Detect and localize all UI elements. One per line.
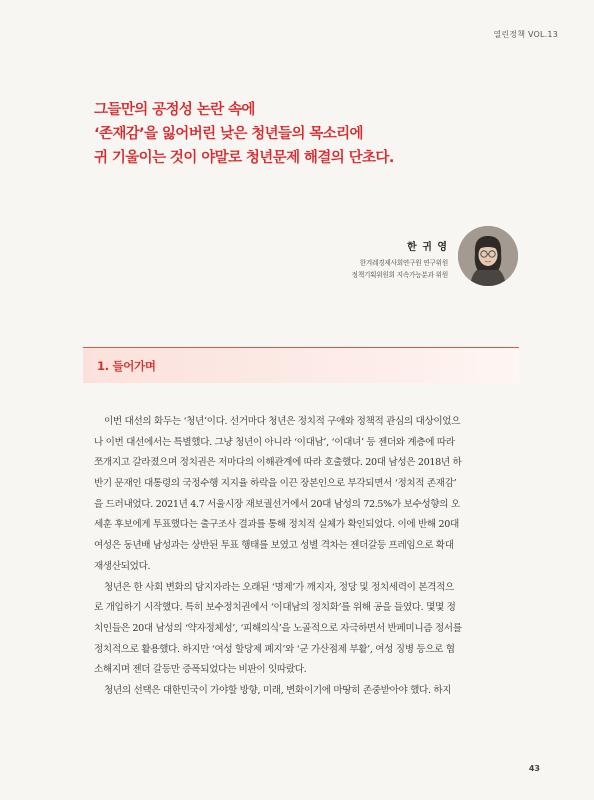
author-name: 한 귀 영 <box>407 242 448 253</box>
body-line: 치인들은 20대 남성의 ‘약자정체성’, ‘피해의식’을 노골적으로 자극하면서 반페미니즘 정서를 <box>94 622 462 634</box>
section-heading: 1. 들어가며 <box>83 347 519 383</box>
body-line: 여성은 동년배 남성과는 상반된 투표 행태를 보였고 성별 격차는 젠더갈등 프레임으로 확대 <box>94 540 454 552</box>
author-role: 한겨레경제사회연구원 연구위원 <box>359 259 448 267</box>
pull-quote-line: ‘존재감’을 잃어버린 낮은 청년들의 목소리에 <box>94 126 363 142</box>
author-photo <box>458 226 518 286</box>
author-portrait-icon <box>458 226 518 286</box>
body-line: 을 드러내었다. 2021년 4.7 서울시장 재보궐선거에서 20대 남성의 72.5%가 보수성향의 오 <box>94 498 460 510</box>
running-header: 열린정책 VOL.13 <box>493 30 558 39</box>
page-number: 43 <box>528 764 540 773</box>
body-line: 청년은 한 사회 변화의 담지자라는 오래된 ‘명제’가 깨지자, 정당 및 정치세력이 본격적으 <box>104 581 454 593</box>
author-role: 정책기획위원회 지속가능분과 위원 <box>351 271 448 279</box>
body-line: 세훈 후보에게 투표했다는 출구조사 결과를 통해 정치적 실체가 확인되었다. 이에 반해 20대 <box>94 519 459 531</box>
pull-quote <box>94 98 534 170</box>
body-line: 소해지며 젠더 갈등만 증폭되었다는 비판이 잇따랐다. <box>94 664 307 676</box>
author-block <box>268 238 448 281</box>
pull-quote-line: 그들만의 공정성 논란 속에 <box>94 102 255 118</box>
article-body <box>94 412 520 702</box>
body-line: 쪼개지고 갈라졌으며 정치권은 저마다의 이해관계에 따라 호출했다. 20대 남성은 2018년 하 <box>94 457 462 469</box>
body-line: 나 이번 대선에서는 특별했다. 그냥 청년이 아니라 ‘이대남’, ‘이대녀’ 등 젠더와 계층에 따라 <box>94 436 455 448</box>
body-line: 반기 문재인 대통령의 국정수행 지지율 하락을 이끈 장본인으로 부각되면서 ‘정치적 존재감’ <box>94 478 457 490</box>
body-line: 재생산되었다. <box>94 560 151 572</box>
body-line: 정치적으로 활용했다. 하지만 ‘여성 할당제 폐지’와 ‘군 가산점제 부활’, 여성 징병 등으로 협 <box>94 643 455 655</box>
body-line: 이번 대선의 화두는 ‘청년’이다. 선거마다 청년은 정치적 구애와 정책적 관심의 대상이었으 <box>104 416 461 427</box>
body-line: 청년의 선택은 대한민국이 가야할 방향, 미래, 변화이기에 마땅히 존중받아야 했다. 하지 <box>104 684 452 696</box>
pull-quote-line: 귀 기울이는 것이 야말로 청년문제 해결의 단초다. <box>94 150 394 166</box>
body-line: 로 개입하기 시작했다. 특히 보수정치권에서 ‘이대남의 정치화’를 위해 공을 들였다. 몇몇 정 <box>94 602 456 614</box>
